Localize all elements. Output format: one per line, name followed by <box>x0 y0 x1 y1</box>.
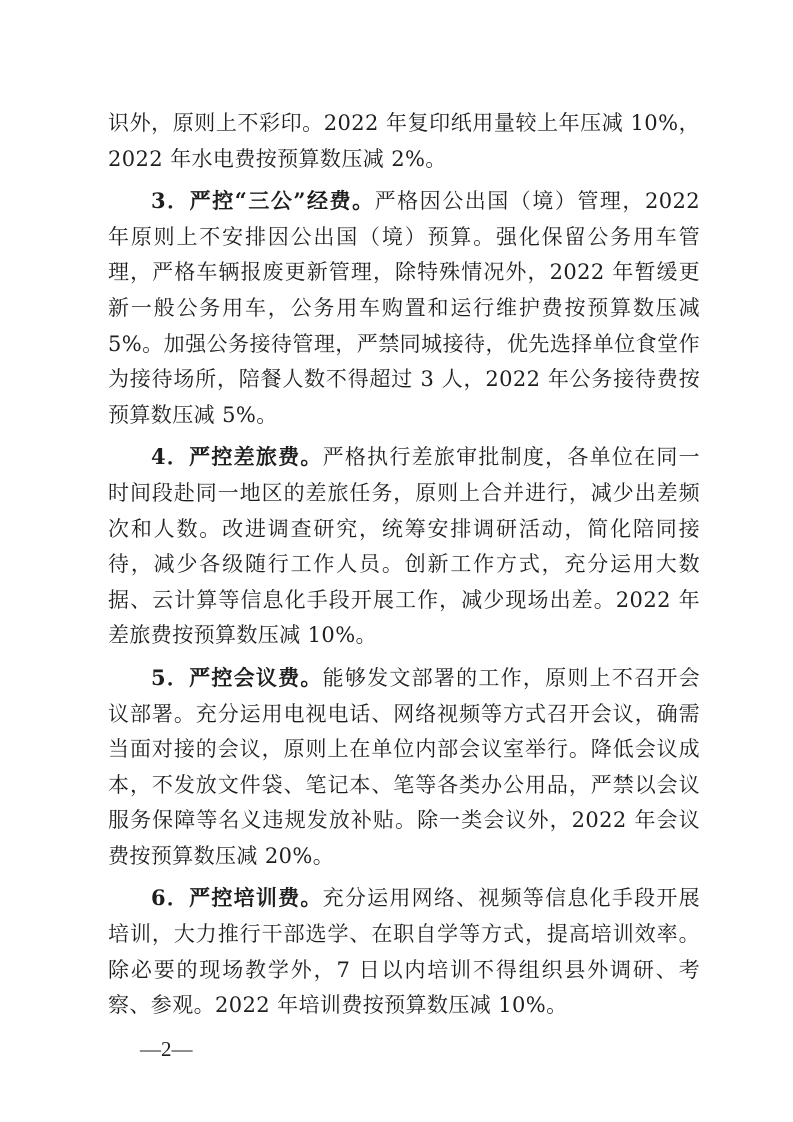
paragraph-text: 识外，原则上不彩印。2022 年复印纸用量较上年压减 10%，2022 年水电费按预算数压减 2%。 <box>108 111 700 171</box>
section-heading: 4．严控差旅费。 <box>151 444 323 470</box>
paragraph-continuation <box>108 106 700 177</box>
document-body <box>108 106 700 1030</box>
paragraph-travel <box>108 439 700 654</box>
paragraph-training <box>108 880 700 1023</box>
section-heading: 6．严控培训费。 <box>151 885 323 911</box>
paragraph-meetings <box>108 660 700 875</box>
section-heading: 5．严控会议费。 <box>151 664 323 690</box>
paragraph-text: 能够发文部署的工作，原则上不召开会议部署。充分运用电视电话、网络视频等方式召开会议，确需当面对接的会议，原则上在单位内部会议室举行。降低会议成本，不发放文件袋、笔记本、笔等各类办公用品，严禁以会议服务保障等名义违规发放补贴。除一类会议外，2022 年会议费按预算数压减 20%。 <box>108 665 700 868</box>
paragraph-san-gong <box>108 183 700 433</box>
page-number: —2— <box>140 1037 193 1061</box>
paragraph-text: 严格因公出国（境）管理，2022 年原则上不安排因公出国（境）预算。强化保留公务用车管理，严格车辆报废更新管理，除特殊情况外，2022 年暂缓更新一般公务用车，公务用车购置和运行维护费按预算数压减 5%。加强公务接待管理，严禁同城接待，优先选择单位食堂作为接待场所，陪餐人数不得超过 3 人，2022 年公务接待费按预算数压减 5%。 <box>108 189 701 427</box>
paragraph-text: 充分运用网络、视频等信息化手段开展培训，大力推行干部选学、在职自学等方式，提高培训效率。除必要的现场教学外，7 日以内培训不得组织县外调研、考察、参观。2022 年培训费按预算数压减 10%。 <box>108 886 700 1018</box>
section-heading: 3．严控“三公”经费。 <box>151 188 375 214</box>
paragraph-text: 严格执行差旅审批制度，各单位在同一时间段赴同一地区的差旅任务，原则上合并进行，减少出差频次和人数。改进调查研究，统筹安排调研活动，简化陪同接待，减少各级随行工作人员。创新工作方式，充分运用大数据、云计算等信息化手段开展工作，减少现场出差。2022 年差旅费按预算数压减 10%。 <box>108 445 700 648</box>
